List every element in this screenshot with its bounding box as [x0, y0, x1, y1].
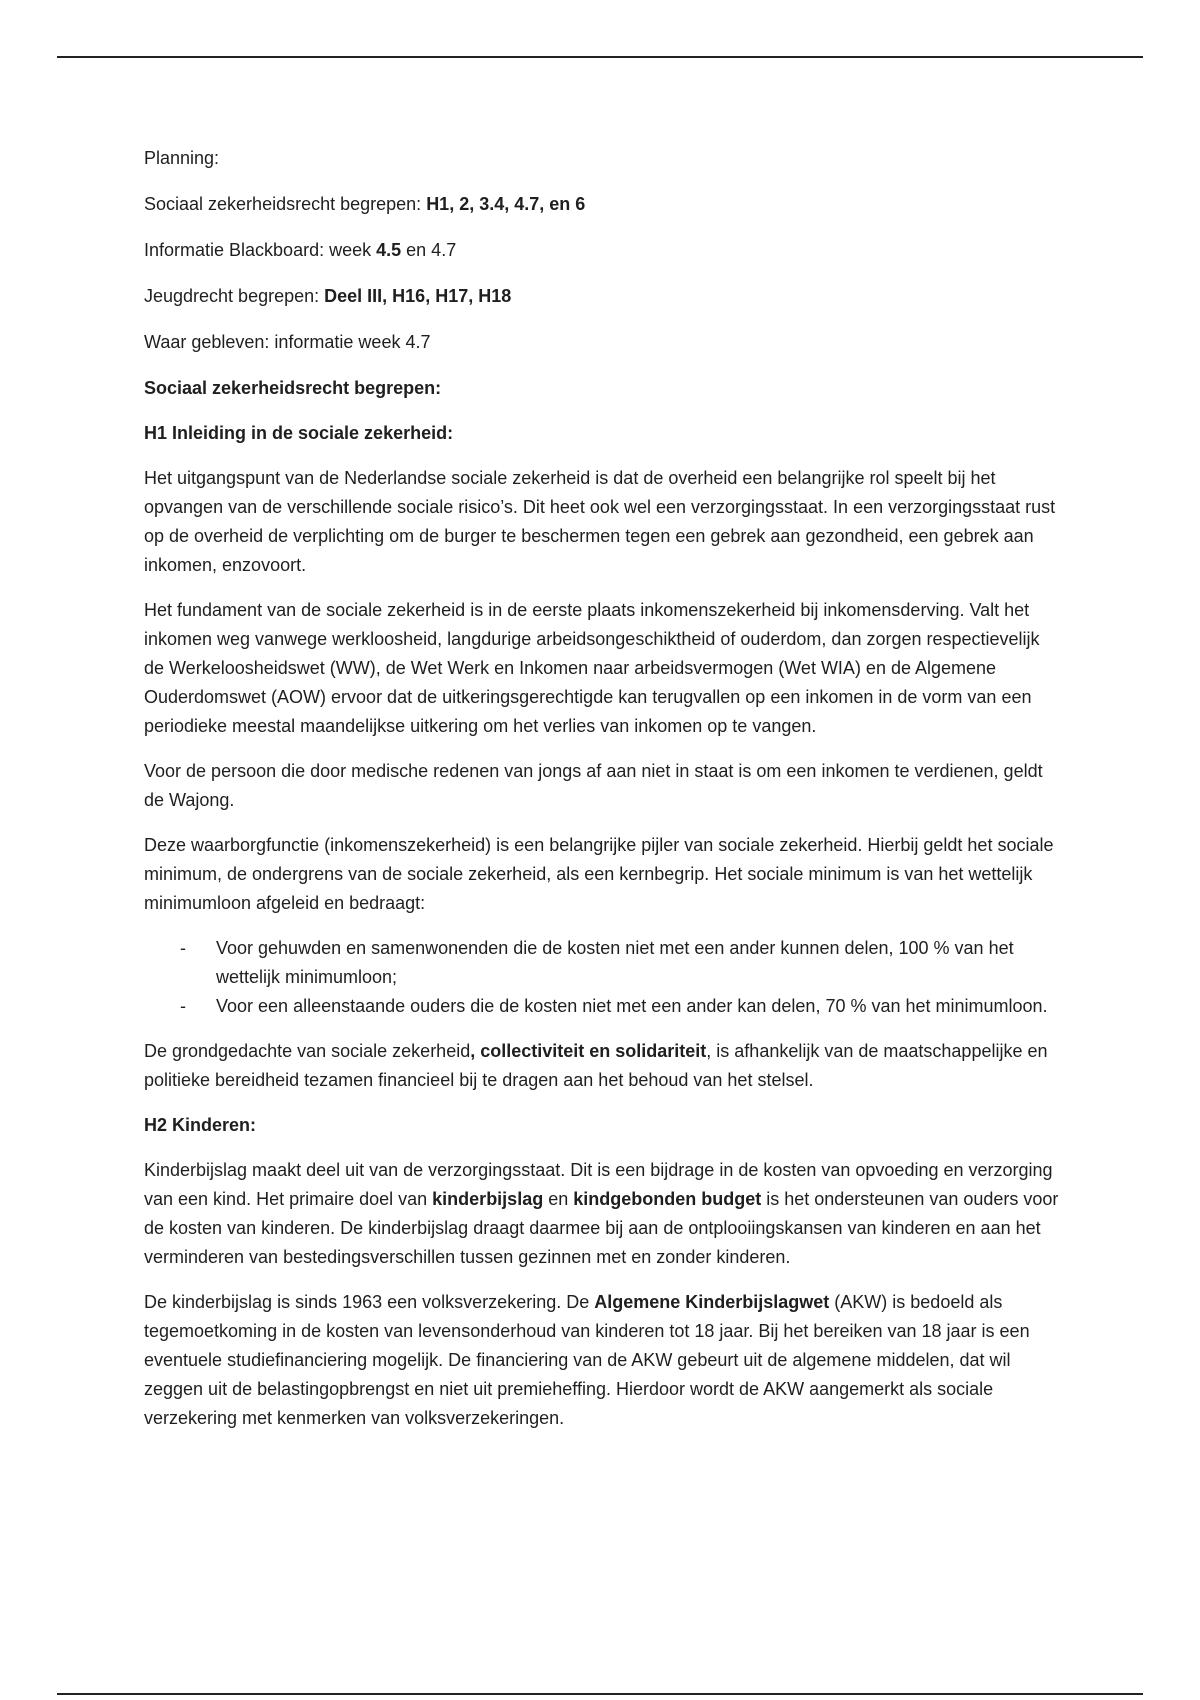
- h1-paragraph-4: Deze waarborgfunctie (inkomenszekerheid) is een belangrijke pijler van sociale zekerheid. Hierbij geldt het sociale minimum, de ondergrens van de sociale zekerheid, als een kernbegrip. Het sociale minimum is van het wettelijk minimumloon afgeleid en bedraagt:: [144, 835, 1054, 913]
- h1-title: H1 Inleiding in de sociale zekerheid:: [144, 423, 454, 443]
- h1-paragraph-3: Voor de persoon die door medische redenen van jongs af aan niet in staat is om een inkomen te verdienen, geldt de Wajong.: [144, 761, 1043, 810]
- list-item: - Voor een alleenstaande ouders die de kosten niet met een ander kan delen, 70 % van het minimumloon.: [144, 992, 1064, 1021]
- h1-paragraph-1: Het uitgangspunt van de Nederlandse sociale zekerheid is dat de overheid een belangrijke rol speelt bij het opvangen van de verschillende sociale risico’s. Dit heet ook wel een verzorgingsstaat. In een verzorgingsstaat rust op de overheid de verplichting om de burger te beschermen tegen een gebrek aan gezondheid, een gebrek aan inkomen, enzovoort.: [144, 468, 1056, 575]
- h2-paragraph-1: Kinderbijslag maakt deel uit van de verzorgingsstaat. Dit is een bijdrage in de kosten van opvoeding en verzorging van een kind. Het primaire doel van kinderbijslag en kindgebonden budget is het ondersteunen van ouders voor de kosten van kinderen. De kinderbijslag draagt daarmee bij aan de ontplooiingskansen van kinderen en aan het verminderen van bestedingsverschillen tussen gezinnen met en zonder kinderen.: [144, 1160, 1059, 1267]
- footer-rule: [57, 1693, 1143, 1695]
- section-title: Sociaal zekerheidsrecht begrepen:: [144, 378, 442, 398]
- h1-paragraph-5: De grondgedachte van sociale zekerheid, collectiviteit en solidariteit, is afhankelijk van de maatschappelijke en politieke bereidheid tezamen financieel bij te dragen aan het behoud van het stelsel.: [144, 1041, 1048, 1090]
- planning-line-blackboard: Informatie Blackboard: week 4.5 en 4.7: [144, 240, 457, 260]
- minimum-list: [144, 934, 1064, 1021]
- planning-heading: Planning:: [144, 148, 220, 168]
- document-body: [144, 144, 1064, 1449]
- h2-paragraph-2: De kinderbijslag is sinds 1963 een volksverzekering. De Algemene Kinderbijslagwet (AKW) is bedoeld als tegemoetkoming in de kosten van levensonderhoud van kinderen tot 18 jaar. Bij het bereiken van 18 jaar is een eventuele studiefinanciering mogelijk. De financiering van de AKW gebeurt uit de algemene middelen, dat wil zeggen uit de belastingopbrengst en niet uit premieheffing. Hierdoor wordt de AKW aangemerkt als sociale verzekering met kenmerken van volksverzekeringen.: [144, 1292, 1030, 1428]
- planning-line-sociaal: Sociaal zekerheidsrecht begrepen: H1, 2, 3.4, 4.7, en 6: [144, 194, 586, 214]
- header-rule: [57, 56, 1143, 58]
- planning-line-jeugdrecht: Jeugdrecht begrepen: Deel III, H16, H17, H18: [144, 286, 512, 306]
- planning-line-waar-gebleven: Waar gebleven: informatie week 4.7: [144, 332, 431, 352]
- list-item: - Voor gehuwden en samenwonenden die de kosten niet met een ander kunnen delen, 100 % van het wettelijk minimumloon;: [144, 934, 1064, 992]
- h2-title: H2 Kinderen:: [144, 1115, 257, 1135]
- h1-paragraph-2: Het fundament van de sociale zekerheid is in de eerste plaats inkomenszekerheid bij inkomensderving. Valt het inkomen weg vanwege werkloosheid, langdurige arbeidsongeschiktheid of ouderdom, dan zorgen respectievelijk de Werkeloosheidswet (WW), de Wet Werk en Inkomen naar arbeidsvermogen (Wet WIA) en de Algemene Ouderdomswet (AOW) ervoor dat de uitkeringsgerechtigde kan terugvallen op een inkomen in de vorm van een periodieke meestal maandelijkse uitkering om het verlies van inkomen op te vangen.: [144, 600, 1040, 736]
